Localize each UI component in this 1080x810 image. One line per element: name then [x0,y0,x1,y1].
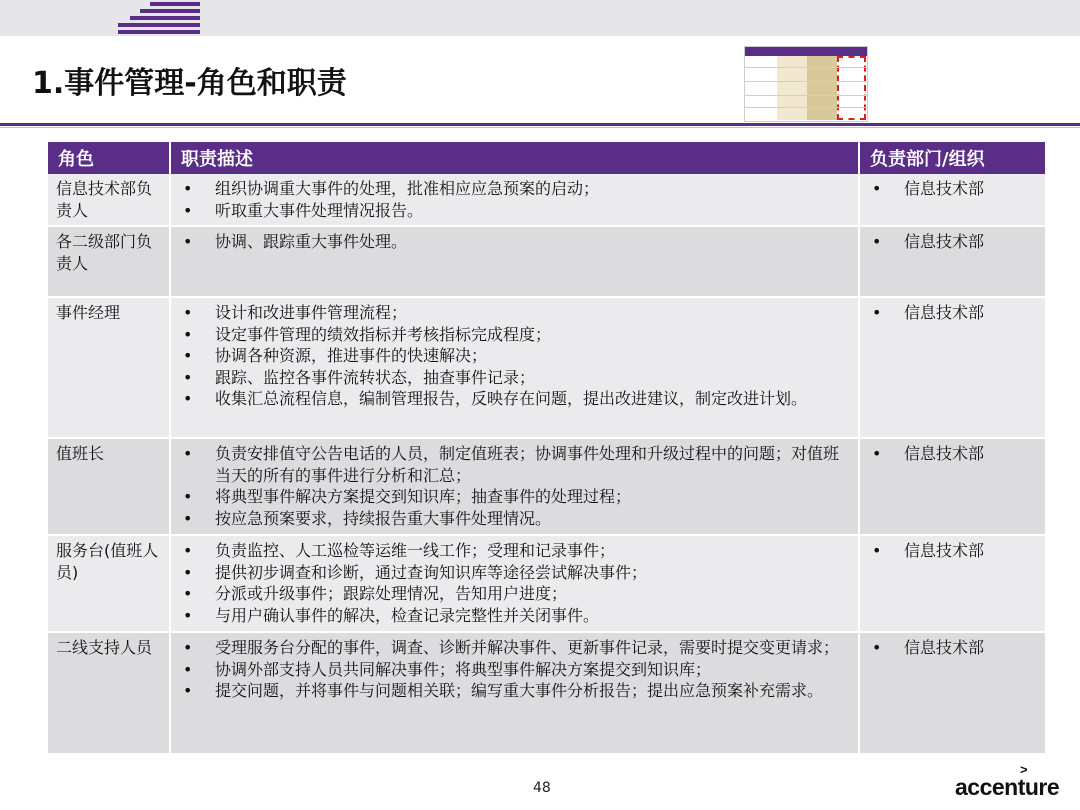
roles-table [48,142,1045,755]
accenture-logo [955,762,1060,801]
duty-item: • 听取重大事件处理情况报告。 [179,200,850,222]
role-cell: 各二级部门负责人 [48,227,171,298]
duty-item: • 协调外部支持人员共同解决事件；将典型事件解决方案提交到知识库； [179,659,850,681]
dept-item: • 信息技术部 [868,540,1037,562]
duty-item: • 受理服务台分配的事件，调查、诊断并解决事件、更新事件记录，需要时提交变更请求； [179,637,850,659]
table-row [48,174,1045,227]
role-cell: 信息技术部负责人 [48,174,171,227]
duty-item: • 负责安排值守公告电话的人员，制定值班表；协调事件处理和升级过程中的问题；对值班当天的所有的事件进行分析和汇总； [179,443,850,486]
table-row [48,439,1045,536]
dept-item: • 信息技术部 [868,302,1037,324]
duty-item: • 协调、跟踪重大事件处理。 [179,231,850,253]
duty-item: • 提供初步调查和诊断，通过查询知识库等途径尝试解决事件； [179,562,850,584]
duty-item: • 分派或升级事件；跟踪处理情况，告知用户进度； [179,583,850,605]
duty-item: • 协调各种资源，推进事件的快速解决； [179,345,850,367]
dept-item: • 信息技术部 [868,637,1037,659]
header-rule [0,123,1080,126]
duty-item: • 设定事件管理的绩效指标并考核指标完成程度； [179,324,850,346]
dept-cell [860,174,1045,227]
duty-item: • 负责监控、人工巡检等运维一线工作；受理和记录事件； [179,540,850,562]
page-number: 48 [533,780,551,796]
duty-item: • 提交问题，并将事件与问题相关联；编写重大事件分析报告；提出应急预案补充需求。 [179,680,850,702]
table-row [48,298,1045,439]
duties-cell [171,536,860,633]
header-dept: 负责部门/组织 [860,142,1045,174]
dept-cell [860,536,1045,633]
header-duties: 职责描述 [171,142,860,174]
thumbnail-preview [744,46,868,122]
logo-chevron-icon: > [1020,762,1028,777]
role-cell: 二线支持人员 [48,633,171,755]
dept-cell [860,439,1045,536]
table-row [48,227,1045,298]
dept-cell [860,633,1045,755]
dept-item: • 信息技术部 [868,178,1037,200]
brand-stripes [118,2,200,34]
dept-cell [860,298,1045,439]
dept-item: • 信息技术部 [868,231,1037,253]
duty-item: • 与用户确认事件的解决，检查记录完整性并关闭事件。 [179,605,850,627]
duty-item: • 组织协调重大事件的处理，批准相应应急预案的启动； [179,178,850,200]
role-cell: 值班长 [48,439,171,536]
duties-cell [171,174,860,227]
duties-cell [171,439,860,536]
table-row [48,536,1045,633]
page-title: 1.事件管理-角色和职责 [32,66,347,101]
table-row [48,633,1045,755]
duties-cell [171,633,860,755]
duty-item: • 跟踪、监控各事件流转状态，抽查事件记录； [179,367,850,389]
duties-cell [171,298,860,439]
duty-item: • 收集汇总流程信息，编制管理报告，反映存在问题，提出改进建议，制定改进计划。 [179,388,850,410]
duties-cell [171,227,860,298]
dept-item: • 信息技术部 [868,443,1037,465]
top-banner [0,0,1080,36]
table-header-row [48,142,1045,174]
header-rule-thin [0,127,1080,128]
role-cell: 服务台(值班人员) [48,536,171,633]
header-role: 角色 [48,142,171,174]
duty-item: • 将典型事件解决方案提交到知识库；抽查事件的处理过程； [179,486,850,508]
role-cell: 事件经理 [48,298,171,439]
dept-cell [860,227,1045,298]
logo-text: accenture [955,774,1060,800]
duty-item: • 设计和改进事件管理流程； [179,302,850,324]
duty-item: • 按应急预案要求，持续报告重大事件处理情况。 [179,508,850,530]
